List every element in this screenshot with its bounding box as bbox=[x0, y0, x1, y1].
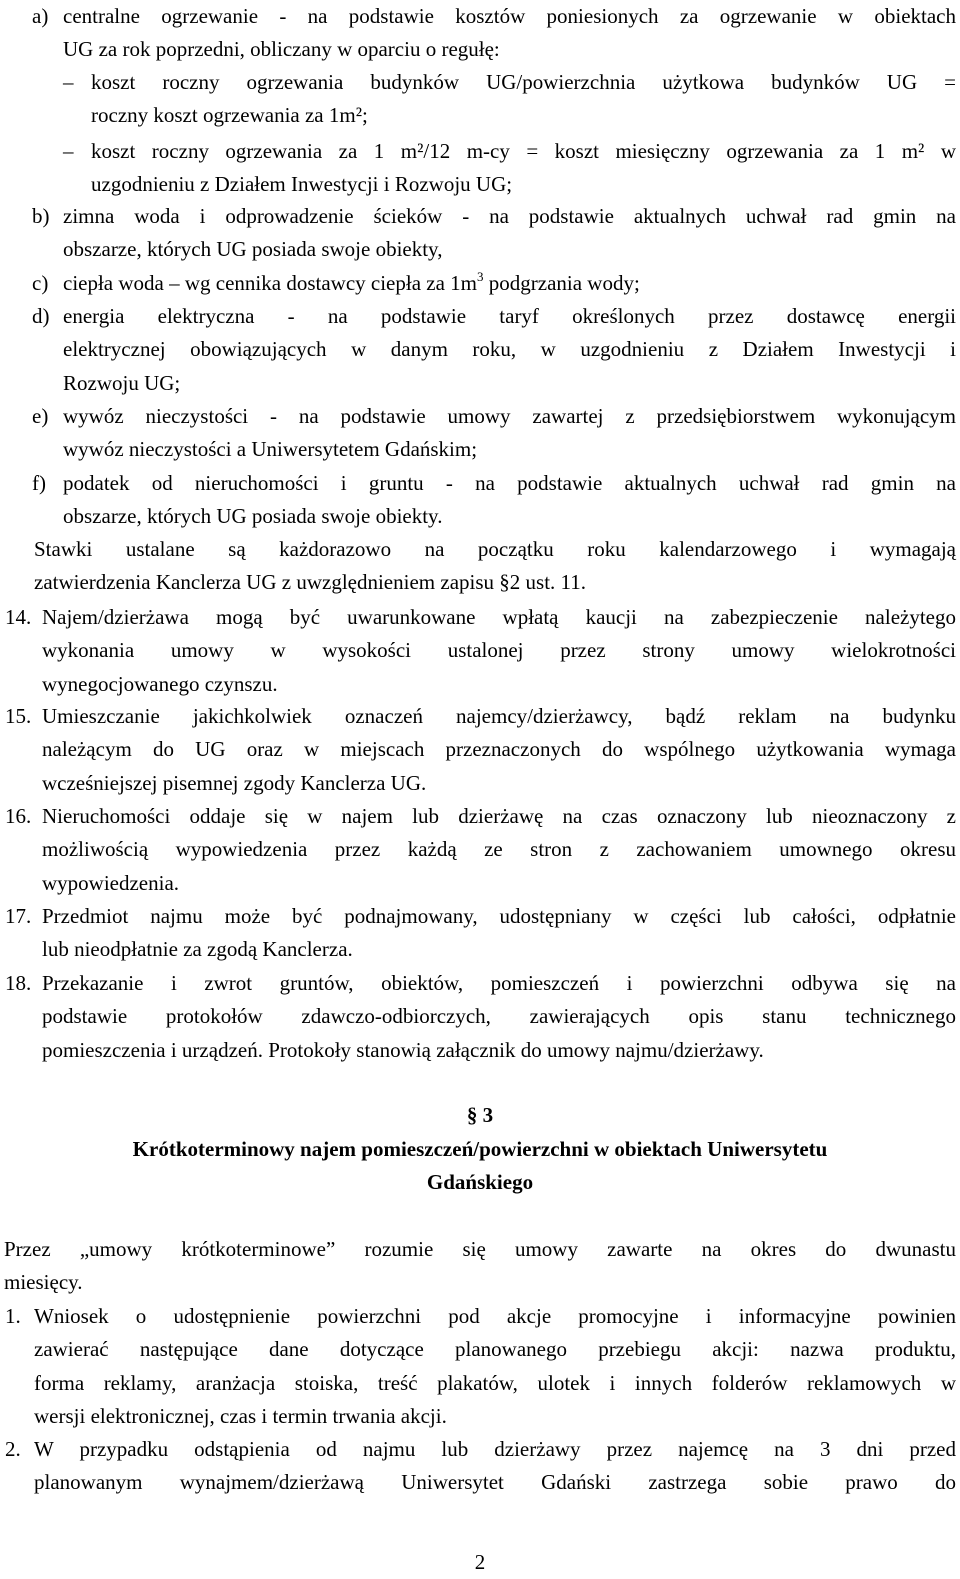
page-number: 2 bbox=[474, 1550, 486, 1574]
text-line: Przedmiot najmu może być podnajmowany, udostępniany w części lub całości, odpłatnie bbox=[42, 904, 956, 928]
text-line: koszt roczny ogrzewania za 1 m²/12 m-cy = koszt miesięczny ogrzewania za 1 m² w bbox=[91, 139, 956, 163]
item-marker: d) bbox=[32, 304, 50, 328]
text-line: zatwierdzenia Kanclerza UG z uwzględnieniem zapisu §2 ust. 11. bbox=[34, 570, 586, 595]
paragraph-14 bbox=[5, 601, 956, 701]
text-line: wynegocjowanego czynszu. bbox=[42, 671, 278, 696]
text-line: lub nieodpłatnie za zgodą Kanclerza. bbox=[42, 937, 353, 962]
section-title-line: Gdańskiego bbox=[426, 1170, 534, 1195]
superscript: 3 bbox=[477, 269, 484, 284]
text-line: forma reklamy, aranżacja stoiska, treść plakatów, ulotek i innych folderów reklamowych w bbox=[34, 1370, 956, 1395]
list-item-d bbox=[32, 300, 956, 400]
list-item-a bbox=[32, 0, 956, 67]
paragraph-number: 15. bbox=[5, 704, 32, 728]
text-line: uzgodnieniu z Działem Inwestycji i Rozwoju UG; bbox=[91, 172, 513, 197]
paragraph-number: 18. bbox=[5, 971, 32, 995]
text-line: obszarze, których UG posiada swoje obiekty, bbox=[63, 237, 443, 262]
text-line: elektrycznej obowiązujących w danym roku, w uzgodnieniu z Działem Inwestycji i bbox=[63, 337, 956, 362]
paragraph-number: 14. bbox=[5, 605, 32, 629]
dash-marker: – bbox=[63, 139, 74, 163]
section-number: § 3 bbox=[466, 1103, 494, 1127]
text-line: roczny koszt ogrzewania za 1m²; bbox=[91, 103, 368, 128]
text-line: UG za rok poprzedni, obliczany w oparciu o regułę: bbox=[63, 37, 500, 62]
section-item-1 bbox=[5, 1300, 956, 1433]
rates-paragraph bbox=[34, 533, 956, 600]
text-line: Przez „umowy krótkoterminowe” rozumie się umowy zawarte na okres do dwunastu bbox=[4, 1237, 956, 1261]
text-line: Najem/dzierżawa mogą być uwarunkowane wpłatą kaucji na zabezpieczenie należytego bbox=[42, 605, 956, 629]
list-item-e bbox=[32, 400, 956, 467]
item-marker: f) bbox=[32, 471, 46, 495]
text-line: wywóz nieczystości a Uniwersytetem Gdańskim; bbox=[63, 437, 478, 462]
item-marker: b) bbox=[32, 204, 50, 228]
text-line: zawierać następujące dane dotyczące planowanego przebiegu akcji: nazwa produktu, bbox=[34, 1337, 956, 1362]
text-line: energia elektryczna - na podstawie taryf określonych przez dostawcę energii bbox=[63, 304, 956, 328]
text-line: wykonania umowy w wysokości ustalonej przez strony umowy wielokrotności bbox=[42, 638, 956, 663]
text-line: W przypadku odstąpienia od najmu lub dzierżawy przez najemcę na 3 dni przed bbox=[34, 1437, 956, 1461]
text-line: należącym do UG oraz w miejscach przeznaczonych do wspólnego użytkowania wymaga bbox=[42, 737, 956, 762]
section-title-line: Krótkoterminowy najem pomieszczeń/powierzchni w obiektach Uniwersytetu bbox=[132, 1137, 828, 1161]
dash-marker: – bbox=[63, 70, 74, 94]
paragraph-15 bbox=[5, 700, 956, 800]
text-line: wersji elektronicznej, czas i termin trwania akcji. bbox=[34, 1403, 447, 1428]
intro-paragraph bbox=[4, 1233, 956, 1300]
item-marker: e) bbox=[32, 404, 49, 428]
text-line: centralne ogrzewanie - na podstawie kosztów poniesionych za ogrzewanie w obiektach bbox=[63, 4, 956, 28]
text-segment: ciepła woda – wg cennika dostawcy ciepła za 1m bbox=[63, 271, 478, 295]
text-line: planowanym wynajmem/dzierżawą Uniwersytet Gdański zastrzega sobie prawo do bbox=[34, 1470, 956, 1495]
text-line: miesięcy. bbox=[4, 1270, 83, 1295]
list-subitem-dash-2 bbox=[63, 135, 956, 202]
paragraph-16 bbox=[5, 800, 956, 900]
text-line: Przekazanie i zwrot gruntów, obiektów, pomieszczeń i powierzchni odbywa się na bbox=[42, 971, 956, 995]
text-segment: podgrzania wody; bbox=[483, 271, 640, 295]
item-marker: c) bbox=[32, 271, 49, 295]
item-number: 1. bbox=[5, 1304, 21, 1328]
text-line: wypowiedzenia. bbox=[42, 870, 180, 895]
text-line: obszarze, których UG posiada swoje obiekty. bbox=[63, 504, 443, 529]
paragraph-17 bbox=[5, 900, 956, 967]
section-title bbox=[0, 1133, 960, 1200]
text-line: koszt roczny ogrzewania budynków UG/powierzchnia użytkowa budynków UG = bbox=[91, 70, 956, 94]
text-line: Rozwoju UG; bbox=[63, 370, 181, 395]
item-marker: a) bbox=[32, 4, 49, 28]
text-line: Stawki ustalane są każdorazowo na początku roku kalendarzowego i wymagają bbox=[34, 537, 956, 561]
text-line: wywóz nieczystości - na podstawie umowy zawartej z przedsiębiorstwem wykonującym bbox=[63, 404, 956, 428]
list-item-f bbox=[32, 467, 956, 534]
text-line bbox=[63, 267, 956, 300]
text-line: podstawie protokołów zdawczo-odbiorczych, zawierających opis stanu technicznego bbox=[42, 1004, 956, 1029]
text-line: możliwością wypowiedzenia przez każdą ze stron z zachowaniem umownego okresu bbox=[42, 837, 956, 862]
paragraph-18 bbox=[5, 967, 956, 1067]
text-line: pomieszczenia i urządzeń. Protokoły stanowią załącznik do umowy najmu/dzierżawy. bbox=[42, 1037, 764, 1062]
text-line: Umieszczanie jakichkolwiek oznaczeń najemcy/dzierżawcy, bądź reklam na budynku bbox=[42, 704, 956, 728]
text-line: wcześniejszej pisemnej zgody Kanclerza UG. bbox=[42, 770, 427, 795]
text-line: Nieruchomości oddaje się w najem lub dzierżawę na czas oznaczony lub nieoznaczony z bbox=[42, 804, 956, 828]
paragraph-number: 17. bbox=[5, 904, 32, 928]
text-line: zimna woda i odprowadzenie ścieków - na podstawie aktualnych uchwał rad gmin na bbox=[63, 204, 956, 228]
text-line: Wniosek o udostępnienie powierzchni pod akcje promocyjne i informacyjne powinien bbox=[34, 1304, 956, 1328]
paragraph-number: 16. bbox=[5, 804, 32, 828]
item-number: 2. bbox=[5, 1437, 21, 1461]
list-item-c bbox=[32, 267, 956, 300]
list-subitem-dash-1 bbox=[63, 66, 956, 133]
text-line: podatek od nieruchomości i gruntu - na podstawie aktualnych uchwał rad gmin na bbox=[63, 471, 956, 495]
list-item-b bbox=[32, 200, 956, 267]
section-item-2 bbox=[5, 1433, 956, 1500]
